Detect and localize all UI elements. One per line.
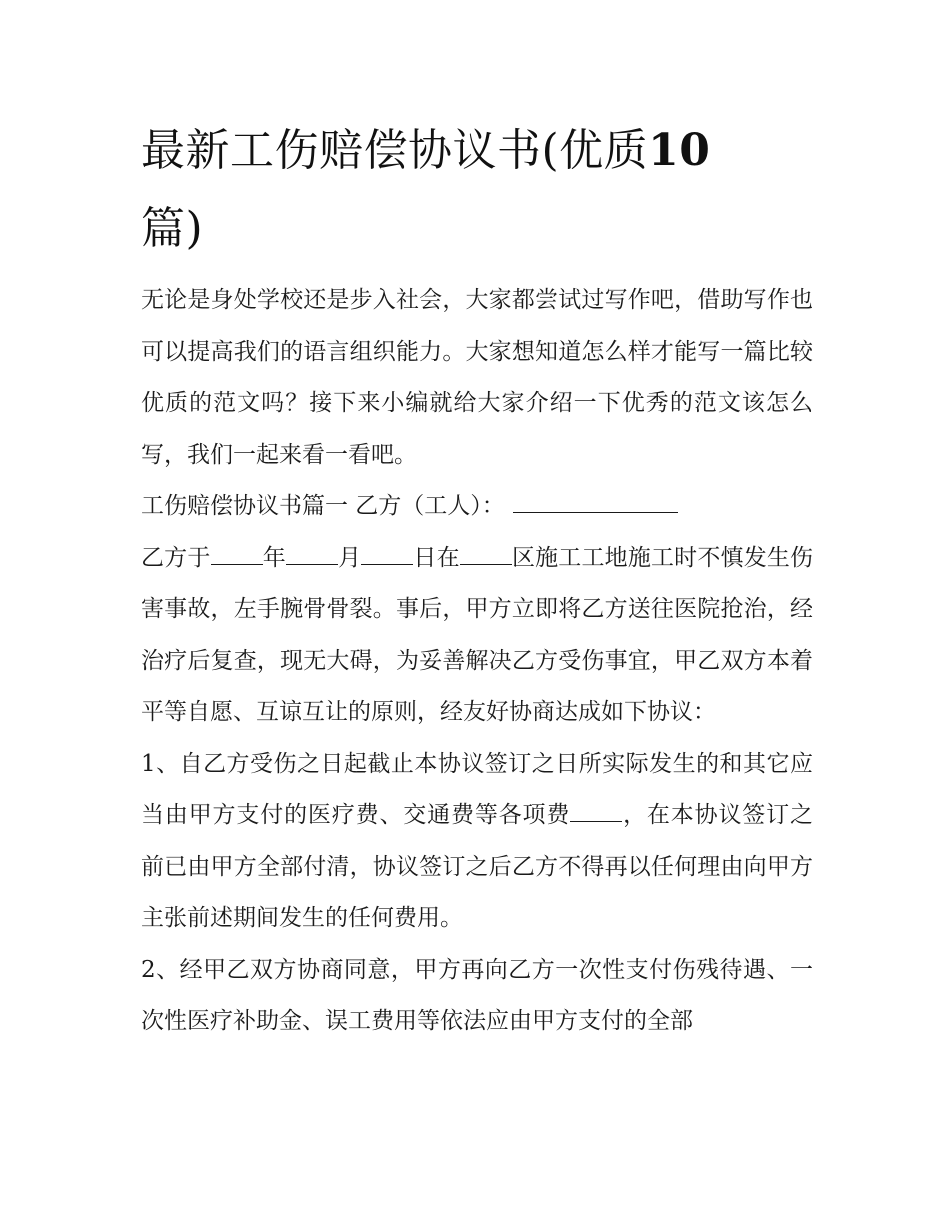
clause-1-text-b: ，在本协议签订之前已由甲方全部付清，协议签订之后乙方不得再以任何理由向甲方主张前述期间发生的任何费用。: [141, 802, 814, 931]
title-text: 最新工伤赔偿协议书(优质: [141, 125, 649, 176]
fee-amount-blank: [570, 793, 622, 822]
day-blank: [361, 536, 413, 565]
accident-paragraph: [141, 533, 813, 739]
clause-1-text-a: 1、自乙方受伤之日起截止本协议签订之日所实际发生的和其它应当由甲方支付的医疗费、交通费等各项费: [141, 750, 813, 828]
district-blank: [460, 536, 512, 565]
title-number: 10: [648, 125, 711, 176]
accident-text-1: 乙方于: [141, 544, 211, 571]
document-title: [141, 112, 821, 268]
title-suffix: 篇): [141, 203, 204, 254]
clause-1-paragraph: [141, 739, 813, 945]
month-blank: [286, 536, 338, 565]
accident-year-label: 年: [262, 544, 286, 571]
year-blank: [211, 536, 263, 565]
section-heading-paragraph: [141, 481, 813, 533]
document-body: [141, 275, 813, 1048]
intro-paragraph: 无论是身处学校还是步入社会，大家都尝试过写作吧，借助写作也可以提高我们的语言组织能力。大家想知道怎么样才能写一篇比较优质的范文吗？接下来小编就给大家介绍一下优秀的范文该怎么写，我们一起来看一看吧。: [141, 287, 813, 468]
worker-name-blank: [513, 484, 678, 513]
clause-2-paragraph: 2、经甲乙双方协商同意，甲方再向乙方一次性支付伤残待遇、一次性医疗补助金、误工费用等依法应由甲方支付的全部: [141, 956, 813, 1034]
section-heading: 工伤赔偿协议书篇一 乙方（工人）：: [141, 493, 505, 519]
accident-day-label: 日在: [413, 544, 460, 571]
accident-month-label: 月: [337, 544, 362, 571]
accident-text-rest: 区施工工地施工时不慎发生伤害事故，左手腕骨骨裂。事后，甲方立即将乙方送往医院抢治，经治疗后复查，现无大碍，为妥善解决乙方受伤事宜，甲乙双方本着平等自愿、互谅互让的原则，经友好协商达成如下协议：: [141, 544, 814, 725]
